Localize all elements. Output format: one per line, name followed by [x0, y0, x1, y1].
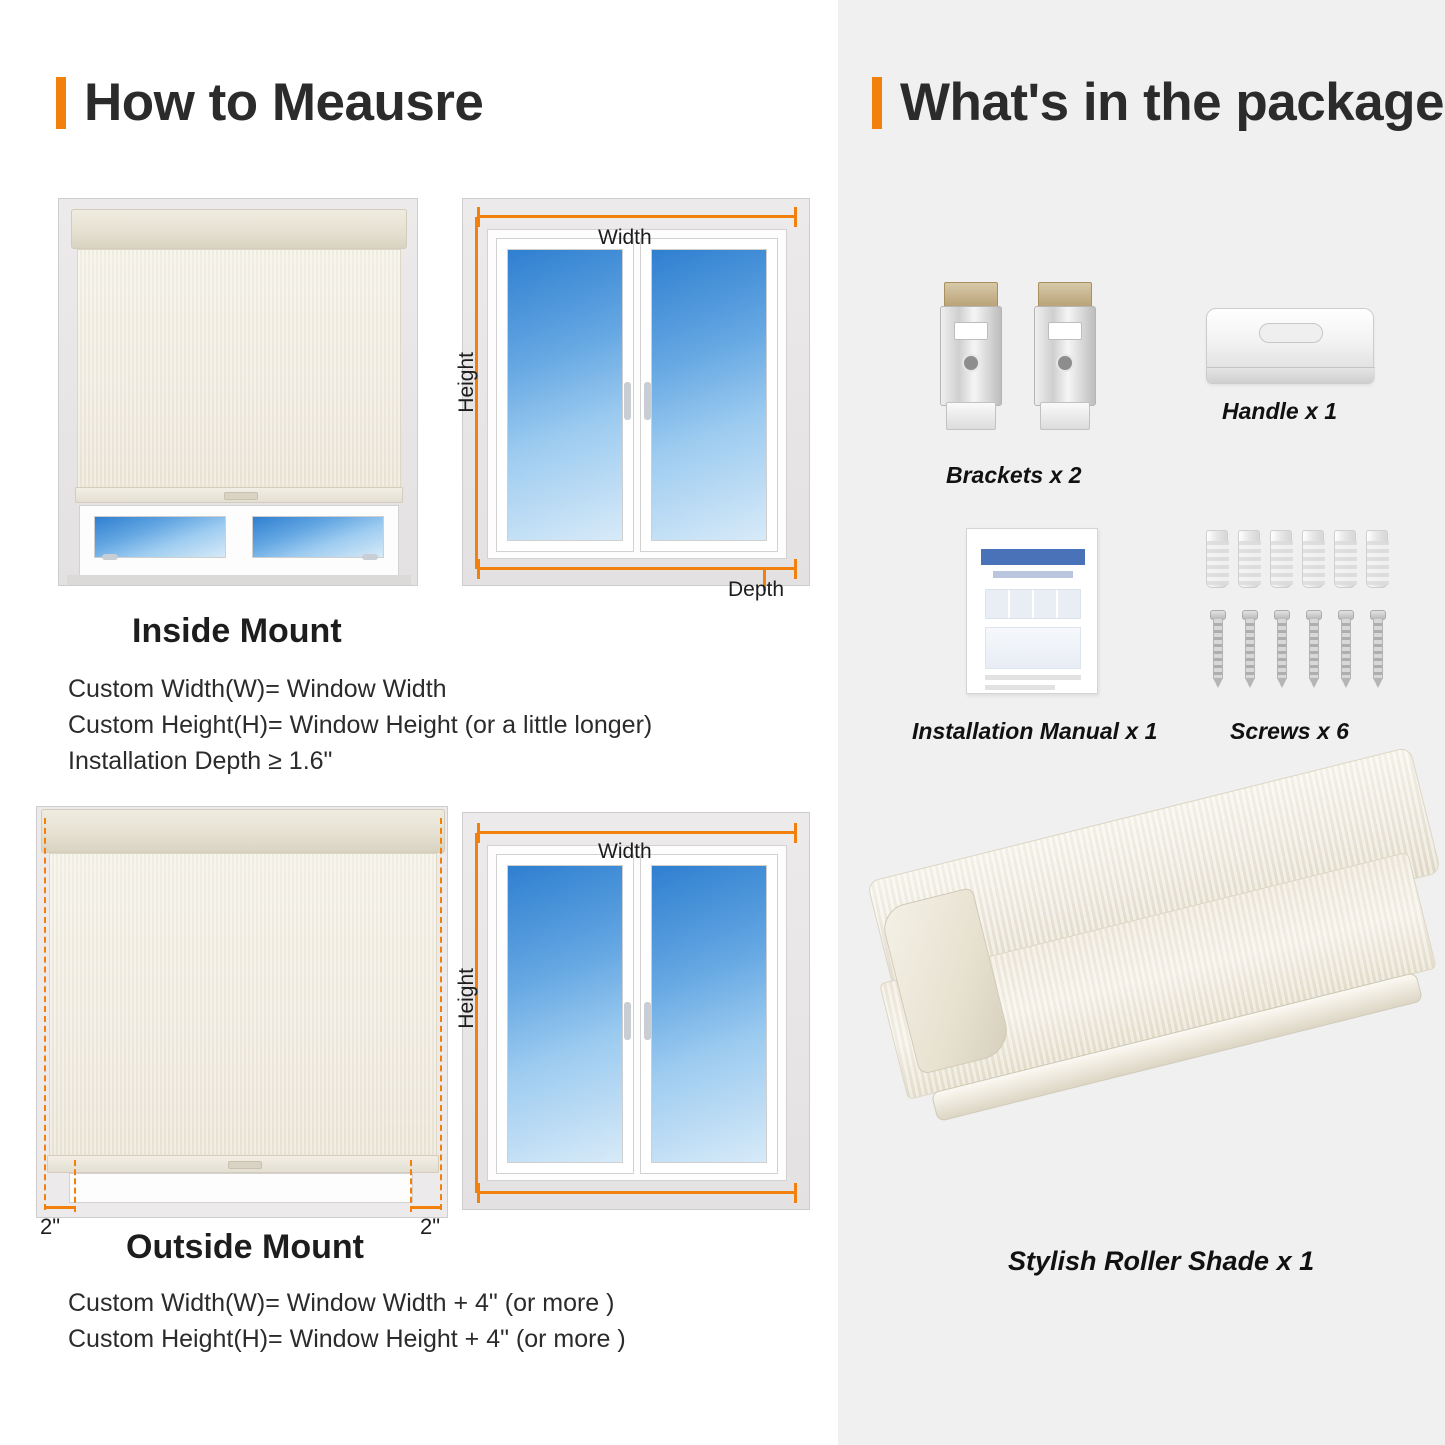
width-guide-line: [477, 831, 797, 834]
shade-pull-tab: [224, 492, 258, 500]
window-glass-left: [507, 865, 623, 1163]
window-handle-right-icon: [644, 1002, 651, 1040]
bracket-icon-1: [940, 282, 1002, 432]
wall-anchor-icon-5: [1334, 530, 1356, 588]
window-sash-left: [496, 854, 634, 1174]
outside-mount-title: Outside Mount: [126, 1228, 364, 1266]
screw-icon-4: [1306, 610, 1322, 688]
left-overhang-dim: [44, 1206, 74, 1209]
shade-headrail: [41, 809, 445, 853]
package-contents-panel: [838, 0, 1445, 1445]
left-overhang-label: 2": [40, 1214, 61, 1239]
wall-anchor-icon-6: [1366, 530, 1388, 588]
package-heading: [872, 72, 1444, 133]
how-to-measure-title: How to Meausre: [84, 73, 484, 132]
outside-mount-measure-illustration: [462, 812, 810, 1210]
shade-pull-tab: [228, 1161, 262, 1169]
outside-mount-shade-illustration: [36, 806, 448, 1218]
inside-mount-title: Inside Mount: [132, 612, 342, 650]
bottom-guide-end-right: [794, 1183, 797, 1203]
window-frame-lower: [69, 1173, 413, 1203]
handle-label: Handle x 1: [1222, 398, 1338, 424]
window-glass-right: [252, 516, 384, 558]
inside-height-label: Height: [455, 352, 478, 413]
bottom-guide-line: [477, 1191, 797, 1194]
outside-spec-2: Custom Height(H)= Window Height + 4" (or more ): [68, 1325, 626, 1353]
wall-anchor-icon-3: [1270, 530, 1292, 588]
inside-spec-2: Custom Height(H)= Window Height (or a little longer): [68, 711, 653, 739]
shade-fabric: [49, 853, 437, 1157]
installation-manual-icon: [966, 528, 1098, 694]
screw-icon-1: [1210, 610, 1226, 688]
window-sill: [67, 575, 411, 585]
installation-manual-label: Installation Manual x 1: [912, 718, 1158, 744]
measure-window-frame: [487, 845, 787, 1181]
screw-icon-2: [1242, 610, 1258, 688]
width-guide-end-right: [794, 207, 797, 227]
wall-anchor-icon-4: [1302, 530, 1324, 588]
outside-width-label: Width: [598, 840, 652, 863]
left-overhang-guide: [44, 818, 46, 1210]
inside-spec-1: Custom Width(W)= Window Width: [68, 675, 447, 703]
inside-mount-measure-illustration: [462, 198, 810, 586]
handle-icon: [1206, 308, 1374, 384]
right-window-edge-guide: [410, 1160, 412, 1212]
roller-shade-product-image: [898, 860, 1445, 1280]
shade-headrail: [71, 209, 407, 249]
bottom-guide-end-right: [794, 559, 797, 579]
how-to-measure-heading: [56, 72, 483, 133]
window-sash-right: [640, 238, 778, 552]
measure-window-frame: [487, 229, 787, 559]
inside-mount-shade-illustration: [58, 198, 418, 586]
width-guide-line: [477, 215, 797, 218]
bracket-icon-2: [1034, 282, 1096, 432]
outside-spec-1: Custom Width(W)= Window Width + 4" (or more ): [68, 1289, 615, 1317]
screw-icon-3: [1274, 610, 1290, 688]
window-handle-left-icon: [624, 1002, 631, 1040]
window-sash-right: [640, 854, 778, 1174]
screw-icon-5: [1338, 610, 1354, 688]
right-overhang-label: 2": [420, 1214, 441, 1239]
window-glass-right: [651, 249, 767, 541]
wall-anchor-icon-1: [1206, 530, 1228, 588]
right-overhang-dim: [410, 1206, 440, 1209]
inside-spec-3: Installation Depth ≥ 1.6": [68, 747, 333, 775]
window-glass-left: [507, 249, 623, 541]
roller-shade-label: Stylish Roller Shade x 1: [1008, 1246, 1315, 1276]
window-sash-left: [496, 238, 634, 552]
window-handle-left-icon: [102, 554, 118, 560]
window-glass-left: [94, 516, 226, 558]
accent-bar-icon: [56, 77, 66, 129]
right-overhang-guide: [440, 818, 442, 1210]
window-handle-right-icon: [644, 382, 651, 420]
window-frame-lower: [79, 505, 399, 577]
left-window-edge-guide: [74, 1160, 76, 1212]
window-handle-right-icon: [362, 554, 378, 560]
screw-icon-6: [1370, 610, 1386, 688]
inside-width-label: Width: [598, 226, 652, 249]
shade-bottom-bar: [75, 487, 403, 503]
accent-bar-icon: [872, 77, 882, 129]
inside-depth-label: Depth: [728, 578, 785, 601]
window-glass-right: [651, 865, 767, 1163]
package-title: What's in the package: [900, 73, 1445, 132]
screws-label: Screws x 6: [1230, 718, 1349, 744]
outside-height-label: Height: [455, 968, 478, 1029]
width-guide-end-right: [794, 823, 797, 843]
shade-fabric: [77, 249, 401, 489]
brackets-label: Brackets x 2: [946, 462, 1082, 488]
window-handle-left-icon: [624, 382, 631, 420]
bottom-guide-line: [477, 567, 797, 570]
shade-bottom-bar: [47, 1155, 439, 1173]
wall-anchor-icon-2: [1238, 530, 1260, 588]
